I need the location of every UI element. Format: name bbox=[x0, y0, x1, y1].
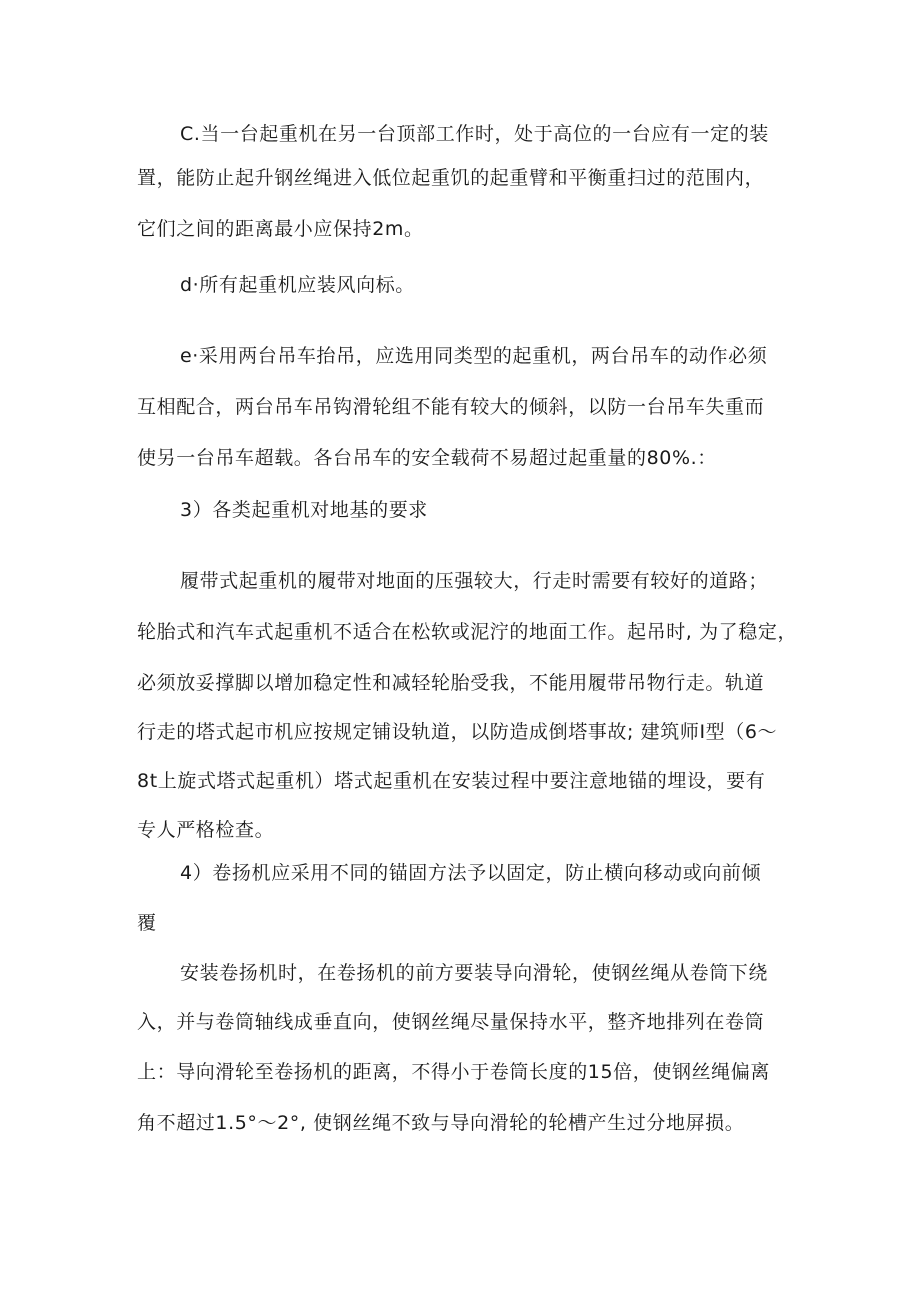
item-d-line-1: d·所有起重机应装风向标。 bbox=[180, 274, 415, 296]
para-3-line-5: 8t上旋式塔式起重机）塔式起重机在安装过程中要注意地锚的埋设，要有 bbox=[137, 770, 766, 792]
para-4-line-3: 上：导向滑轮至卷扬机的距离，不得小于卷筒长度的15倍，使钢丝绳偏离 bbox=[137, 1061, 770, 1083]
item-e-line-2: 互相配合，两台吊车吊钩滑轮组不能有较大的倾斜，以防一台吊车失重而 bbox=[137, 396, 765, 418]
item-c-line-3: 它们之间的距离最小应保持2m。 bbox=[137, 218, 424, 240]
section-heading-4-line-1: 4）卷扬机应采用不同的锚固方法予以固定，防止横向移动或向前倾 bbox=[180, 862, 762, 884]
para-3-line-1: 履带式起重机的履带对地面的压强较大，行走时需要有较好的道路； bbox=[180, 570, 769, 592]
para-3-line-3: 必须放妥撑脚以增加稳定性和减轻轮胎受我，不能用履带吊物行走。轨道 bbox=[137, 672, 765, 694]
section-heading-3: 3）各类起重机对地基的要求 bbox=[180, 499, 428, 521]
section-heading-4-line-2: 覆 bbox=[137, 912, 157, 934]
para-4-line-4: 角不超过1.5°～2°, 使钢丝绳不致与导向滑轮的轮槽产生过分地屏损。 bbox=[137, 1112, 745, 1134]
para-3-line-2: 轮胎式和汽车式起重机不适合在松软或泥泞的地面工作。起吊时, 为了稳定， bbox=[137, 621, 798, 643]
para-4-line-2: 入，并与卷筒轴线成垂直向，使钢丝绳尽量保持水平，整齐地排列在卷筒 bbox=[137, 1011, 765, 1033]
item-e-line-3: 使另一台吊车超载。各台吊车的安全载荷不易超过起重量的80%.： bbox=[137, 447, 717, 469]
para-3-line-4: 行走的塔式起市机应按规定铺设轨道，以防造成倒塔事故; 建筑师Ⅰ型（6～ bbox=[137, 721, 778, 743]
item-e-line-1: e·采用两台吊车抬吊，应选用同类型的起重机，两台吊车的动作必须 bbox=[180, 345, 768, 367]
para-3-line-6: 专人严格检查。 bbox=[137, 819, 275, 841]
para-4-line-1: 安装卷扬机时，在卷扬机的前方要装导向滑轮，使钢丝绳从卷筒下绕 bbox=[180, 962, 769, 984]
item-c-line-1: C.当一台起重机在另一台顶部工作时，处于高位的一台应有一定的装 bbox=[180, 123, 769, 145]
item-c-line-2: 置，能防止起升钢丝绳进入低位起重饥的起重臂和平衡重扫过的范围内， bbox=[137, 167, 765, 189]
